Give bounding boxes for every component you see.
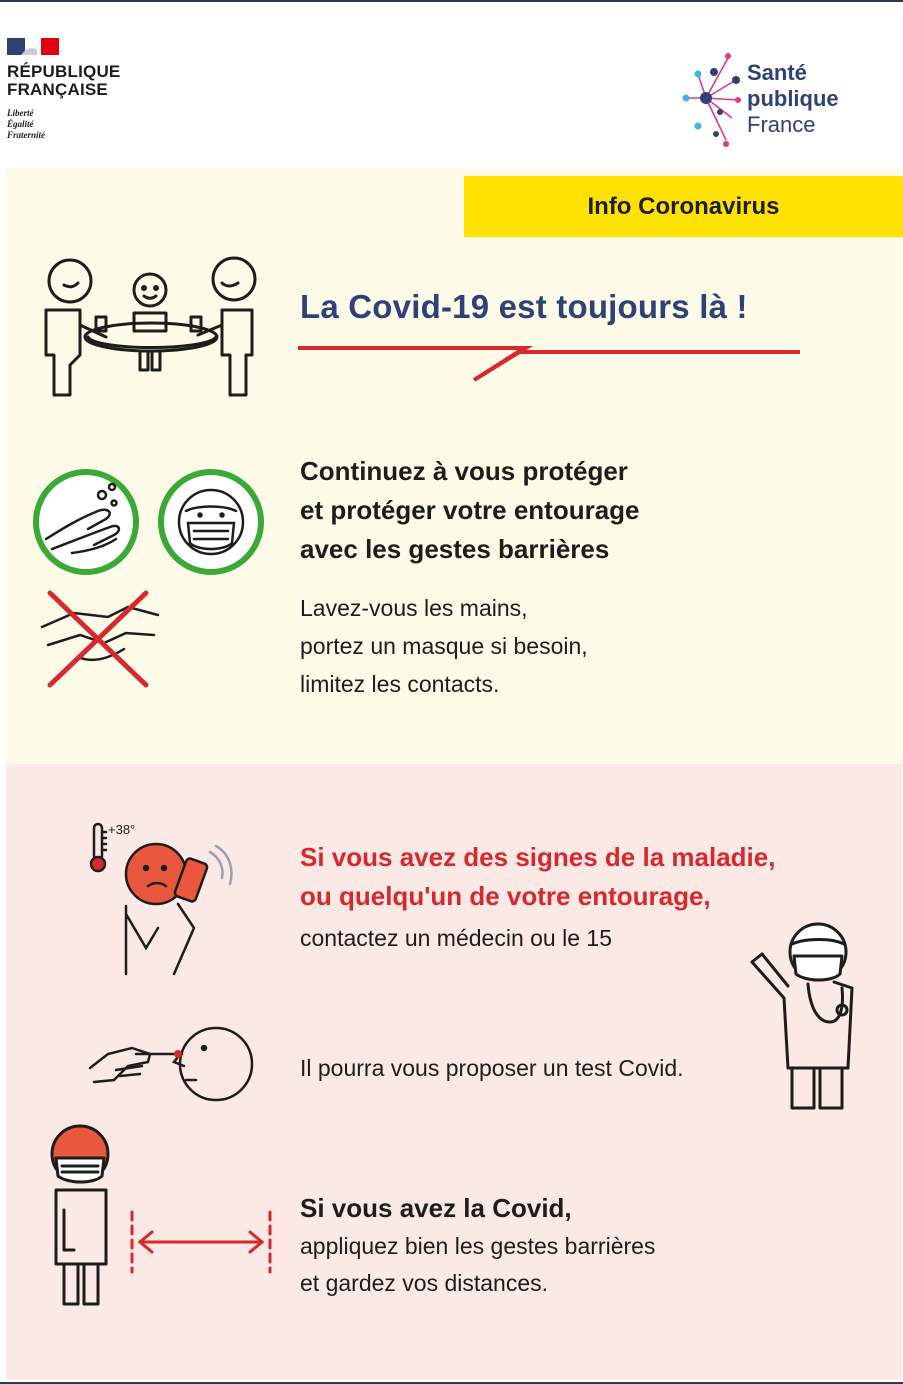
doctor-icon bbox=[748, 918, 860, 1114]
sante-publique-france-logo-icon bbox=[676, 50, 744, 150]
speech-underline-icon bbox=[296, 340, 802, 386]
protect-text-2: portez un masque si besoin, bbox=[300, 633, 588, 659]
motto-fraternite: Fraternité bbox=[7, 130, 46, 140]
covid-text-1: appliquez bien les gestes barrières bbox=[300, 1233, 656, 1259]
motto bbox=[7, 108, 45, 141]
republique-line: RÉPUBLIQUE bbox=[7, 62, 121, 81]
temperature-label: +38° bbox=[108, 822, 136, 837]
covid-text-2: et gardez vos distances. bbox=[300, 1270, 549, 1296]
spf-line-1: Santé bbox=[747, 60, 807, 85]
francaise-line: FRANÇAISE bbox=[7, 80, 108, 99]
face-mask-icon bbox=[161, 472, 261, 572]
protect-heading-1: Continuez à vous protéger bbox=[300, 456, 628, 486]
sick-person-phoning-icon bbox=[86, 818, 246, 978]
protect-text-3: limitez les contacts. bbox=[300, 671, 500, 697]
no-handshake-icon bbox=[42, 593, 158, 685]
info-banner-label: Info Coronavirus bbox=[587, 193, 780, 220]
signs-text: contactez un médecin ou le 15 bbox=[300, 925, 612, 951]
test-text: Il pourra vous proposer un test Covid. bbox=[300, 1055, 684, 1081]
page-title: La Covid-19 est toujours là ! bbox=[300, 288, 748, 325]
sante-publique-france-name bbox=[747, 60, 839, 138]
signs-heading-1: Si vous avez des signes de la maladie, bbox=[300, 842, 776, 872]
republique-francaise-logo bbox=[7, 63, 120, 99]
french-flag-logo bbox=[7, 38, 59, 55]
motto-egalite: Égalité bbox=[7, 119, 34, 129]
info-banner bbox=[464, 176, 903, 237]
nasal-test-icon bbox=[86, 1020, 256, 1106]
spf-line-3: France bbox=[747, 112, 816, 137]
protect-heading-2: et protéger votre entourage bbox=[300, 495, 640, 525]
covid-heading: Si vous avez la Covid, bbox=[300, 1193, 572, 1223]
motto-liberte: Liberté bbox=[7, 108, 34, 118]
signs-heading-2: ou quelqu'un de votre entourage, bbox=[300, 881, 711, 911]
people-around-table-icon bbox=[36, 255, 266, 400]
distancing-icon bbox=[40, 1120, 280, 1312]
barrier-gestures-icons bbox=[28, 467, 268, 697]
spf-line-2: publique bbox=[747, 86, 839, 111]
protect-heading-3: avec les gestes barrières bbox=[300, 534, 610, 564]
hand-washing-icon bbox=[36, 472, 136, 572]
protect-text-1: Lavez-vous les mains, bbox=[300, 595, 528, 621]
